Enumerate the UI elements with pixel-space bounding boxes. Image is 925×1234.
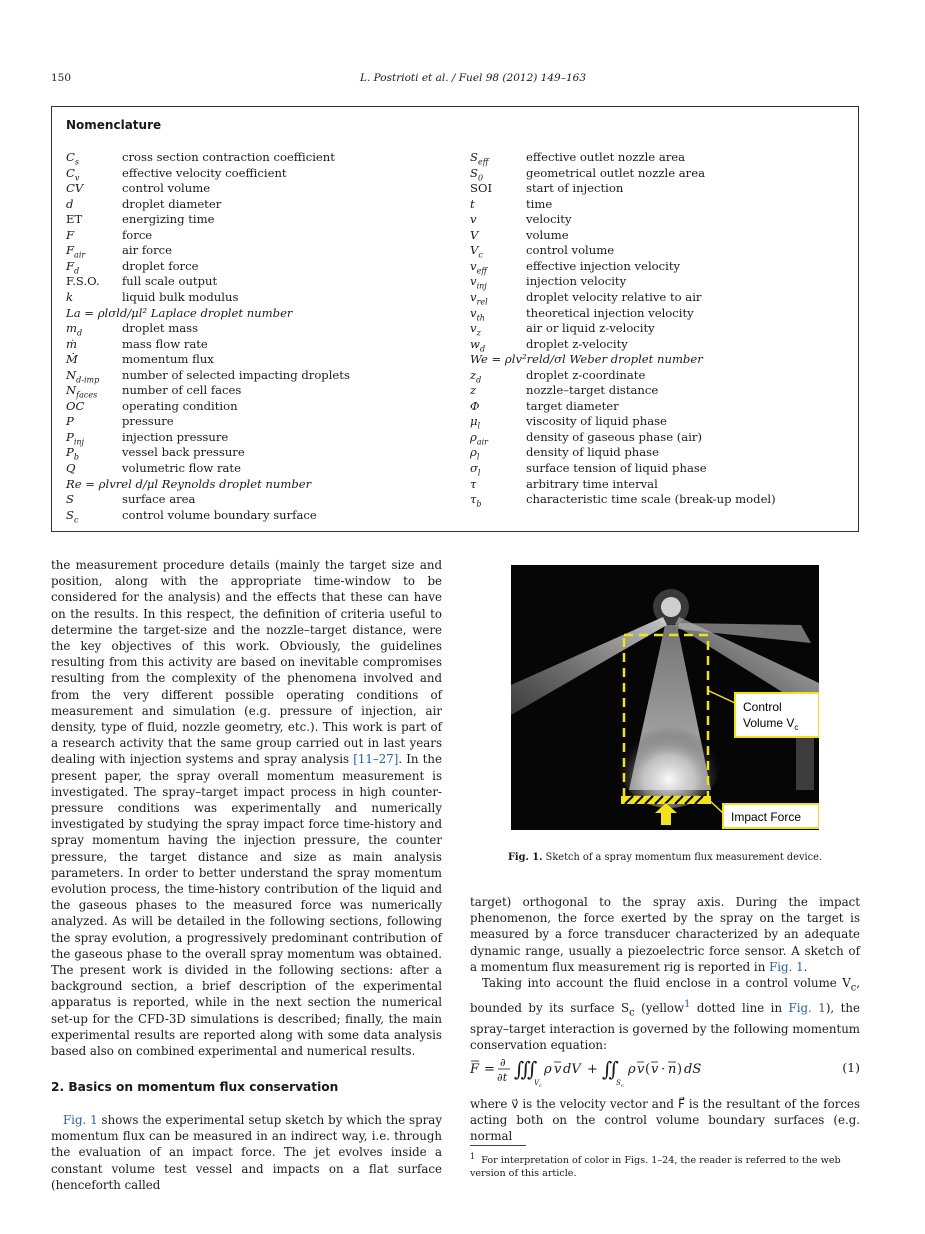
nomenclature-formula-entry: La = ρlσld/μl² Laplace droplet number (66, 305, 293, 320)
svg-text:(: ( (645, 1062, 651, 1077)
equation-graphic (470, 1054, 800, 1088)
nomenclature-symbol: $P_b$ (66, 445, 79, 462)
svg-text:·: · (661, 1062, 666, 1077)
nomenclature-symbol: OC (66, 398, 85, 413)
nomenclature-description: full scale output (122, 274, 218, 289)
nomenclature-description: surface area (122, 492, 196, 507)
page-number: 150 (51, 72, 72, 84)
nomenclature-symbol: $\mu_l$ (470, 414, 481, 431)
svg-text:n: n (668, 1062, 677, 1077)
svg-text:v: v (637, 1062, 645, 1077)
nomenclature-entry (66, 321, 456, 337)
nomenclature-description: droplet mass (122, 321, 199, 336)
footnote-marker[interactable]: 1 (684, 998, 691, 1010)
nomenclature-description: density of liquid phase (526, 445, 659, 460)
nomenclature-description: viscosity of liquid phase (526, 414, 667, 429)
figure-link[interactable]: Fig. 1 (63, 1113, 98, 1127)
volume-label: Volume $V_c$ (743, 716, 799, 732)
nomenclature-symbol: $S_0$ (470, 165, 484, 182)
nomenclature-entry (66, 399, 456, 415)
nomenclature-symbol: $V_c$ (470, 243, 483, 260)
nomenclature-description: characteristic time scale (break-up model) (526, 492, 776, 507)
nomenclature-description: force (122, 227, 153, 242)
intro-paragraph (51, 557, 442, 1059)
nomenclature-entry (470, 290, 860, 306)
nomenclature-entry (470, 430, 860, 446)
section-paragraph (51, 1112, 442, 1193)
right-text-2d: dotted line in (690, 1000, 789, 1015)
nomenclature-symbol: ET (66, 212, 83, 227)
nomenclature-entry (66, 259, 456, 275)
control-label: Control (743, 700, 782, 714)
nomenclature-entry (470, 150, 860, 166)
svg-text:∭: ∭ (514, 1057, 538, 1081)
nomenclature-description: droplet z-velocity (526, 336, 628, 351)
nomenclature-entry (470, 492, 860, 508)
nomenclature-symbol: $m_d$ (66, 321, 83, 338)
nomenclature-description: vessel back pressure (122, 445, 245, 460)
footnote-rule (470, 1145, 526, 1146)
nomenclature-symbol: S (66, 492, 74, 507)
svg-text:c: c (621, 1083, 624, 1088)
nomenclature-symbol: SOI (470, 181, 493, 196)
nomenclature-symbol: $v_{eff}$ (470, 258, 487, 276)
nomenclature-entry (66, 445, 456, 461)
nomenclature-symbol: $\rho_l$ (470, 445, 480, 462)
nomenclature-description: volumetric flow rate (122, 461, 241, 475)
right-paragraph-3 (470, 1096, 860, 1145)
nomenclature-symbol: k (66, 289, 74, 304)
nomenclature-entry (470, 321, 860, 337)
nomenclature-description: operating condition (122, 398, 238, 413)
footnote-number: 1 (470, 1152, 476, 1161)
nomenclature-entry (470, 352, 860, 368)
nomenclature-left-list (66, 150, 456, 526)
right-paragraph-1 (470, 894, 860, 975)
impact-force-label: Impact Force (731, 810, 802, 824)
svg-text:F: F (470, 1062, 480, 1077)
nomenclature-symbol: z (470, 383, 477, 398)
nomenclature-entry (66, 181, 456, 197)
svg-text:∂: ∂ (500, 1056, 506, 1069)
nomenclature-symbol: $v_z$ (470, 321, 481, 338)
nomenclature-entry (66, 337, 456, 353)
nomenclature-symbol: v (470, 212, 477, 227)
figure-link-3[interactable]: Fig. 1 (788, 1000, 826, 1015)
nomenclature-symbol: Ṁ (66, 352, 78, 367)
nomenclature-entry (470, 477, 860, 493)
nomenclature-entry (66, 212, 456, 228)
right-text-1-end: . (803, 959, 808, 974)
nomenclature-description: pressure (122, 414, 174, 429)
reference-link[interactable]: [11–27] (353, 752, 399, 767)
nomenclature-symbol: P (66, 414, 74, 429)
nomenclature-description: mass flow rate (122, 336, 208, 351)
section-heading: 2. Basics on momentum flux conservation (51, 1080, 339, 1094)
nomenclature-entry (470, 414, 860, 430)
nomenclature-symbol: F (66, 227, 75, 242)
nomenclature-description: start of injection (526, 181, 624, 196)
nomenclature-symbol: $F_d$ (66, 258, 80, 276)
nomenclature-entry (66, 150, 456, 166)
running-citation: L. Postrioti et al. / Fuel 98 (2012) 149–163 (360, 72, 587, 84)
nomenclature-description: droplet z-coordinate (526, 367, 646, 382)
caption-text: Sketch of a spray momentum flux measurement device. (542, 852, 823, 863)
section-text: shows the experimental setup sketch by which the spray momentum flux can be measured in an indirect way, i.e. through the evaluation of an impact force. The jet evolves inside a constant volume test vessel and impacts on a flat surface (henceforth called (51, 1113, 442, 1192)
nomenclature-description: effective outlet nozzle area (526, 150, 686, 164)
nomenclature-entry (470, 274, 860, 290)
right-text-2a: Taking into account the fluid enclose in a control volume V (482, 976, 851, 991)
nomenclature-formula-entry: We = ρlv²reld/σl Weber droplet number (470, 352, 703, 367)
nomenclature-symbol: $\sigma_l$ (470, 461, 481, 478)
nomenclature-symbol: $z_d$ (470, 367, 482, 384)
nomenclature-right-list (470, 150, 860, 510)
svg-text:+: + (587, 1062, 598, 1077)
nomenclature-symbol: $\rho_{air}$ (470, 429, 488, 447)
nomenclature-description: injection pressure (122, 429, 229, 444)
nomenclature-symbol: Φ (470, 398, 480, 413)
nomenclature-title: Nomenclature (66, 118, 162, 132)
nomenclature-entry (66, 197, 456, 213)
nomenclature-description: injection velocity (526, 274, 627, 289)
nomenclature-symbol: d (66, 196, 74, 211)
nomenclature-symbol: $P_{inj}$ (66, 429, 85, 447)
nomenclature-entry (470, 259, 860, 275)
nomenclature-entry (470, 368, 860, 384)
nomenclature-description: arbitrary time interval (526, 476, 658, 491)
svg-text:=: = (484, 1062, 495, 1077)
nomenclature-entry (470, 337, 860, 353)
nomenclature-entry (66, 352, 456, 368)
right-text-3: where v⃗ is the velocity vector and F⃗ is the resultant of the forces acting both on the control volume boundary surfaces (e.g. normal (470, 1097, 860, 1144)
nomenclature-description: cross section contraction coefficient (122, 150, 335, 164)
nomenclature-entry (66, 414, 456, 430)
nomenclature-entry (470, 383, 860, 399)
svg-text:c: c (539, 1083, 542, 1088)
nomenclature-entry (66, 508, 456, 524)
nomenclature-description: energizing time (122, 212, 215, 227)
footnote-text: For interpretation of color in Figs. 1–24, the reader is referred to the web version of this article. (470, 1155, 841, 1180)
intro-text-b: . In the present paper, the spray overall momentum measurement is investigated. The spray–target impact process in high counter-pressure conditions was experimentally and numerically investigated by studying the spray impact force time-history and spray momentum having the injection pressure, the counter pressure, the target distance and size as main analysis parameters. In order to better understand the spray momentum evolution process, the time-history contribution of the liquid and the gaseous phases to the measured force was numerically analyzed. As will be detailed in the following sections, following the spray evolution, a progressively predominant contribution of the gaseous phase to the overall spray momentum was obtained. The present work is divided in the following sections: after a background section, a brief description of the experimental apparatus is reported, while in the next section the numerical set-up for the CFD-3D simulations is described; finally, the main experimental results are reported along with some data analysis based also on combined experimental and numerical results. (51, 752, 442, 1059)
nomenclature-entry (66, 274, 456, 290)
nomenclature-symbol: $w_d$ (470, 336, 486, 353)
svg-text:S: S (616, 1079, 621, 1087)
nomenclature-symbol: t (470, 196, 475, 211)
nomenclature-description: effective injection velocity (526, 258, 681, 273)
nomenclature-entry (66, 368, 456, 384)
nomenclature-description: control volume (526, 243, 615, 258)
nomenclature-entry (470, 243, 860, 259)
nomenclature-entry (66, 383, 456, 399)
svg-text:ρ: ρ (628, 1062, 636, 1077)
svg-text:∂t: ∂t (497, 1071, 508, 1084)
nomenclature-entry (66, 228, 456, 244)
nomenclature-description: number of selected impacting droplets (122, 367, 350, 382)
svg-text:dS: dS (684, 1062, 702, 1077)
nomenclature-symbol: F.S.O. (66, 274, 100, 289)
spray-photo-illustration (511, 565, 819, 830)
nomenclature-description: liquid bulk modulus (122, 289, 239, 304)
nomenclature-entry (470, 306, 860, 322)
nomenclature-symbol: CV (66, 181, 84, 196)
nomenclature-symbol: $S_c$ (66, 507, 79, 524)
nomenclature-symbol: $v_{rel}$ (470, 289, 488, 307)
svg-text:ρ: ρ (544, 1062, 552, 1077)
nomenclature-symbol: $\tau_b$ (470, 492, 482, 509)
nomenclature-symbol: $v_{th}$ (470, 305, 485, 322)
nomenclature-entry (66, 290, 456, 306)
nomenclature-description: target diameter (526, 398, 619, 413)
nomenclature-symbol: $N_{d-imp}$ (66, 367, 100, 384)
right-paragraph-2 (470, 975, 860, 1053)
nomenclature-description: time (526, 196, 553, 211)
nomenclature-formula-entry: Re = ρlvrel d/μl Reynolds droplet number (66, 476, 312, 491)
footnote (470, 1150, 860, 1180)
nomenclature-description: droplet force (122, 258, 199, 273)
nomenclature-symbol: $C_v$ (66, 165, 80, 182)
nomenclature-description: density of gaseous phase (air) (526, 429, 702, 444)
momentum-equation (470, 1054, 860, 1088)
nomenclature-entry (470, 445, 860, 461)
right-text-2c: (yellow (634, 1000, 685, 1015)
nomenclature-description: momentum flux (122, 352, 214, 367)
nomenclature-symbol: $N_{faces}$ (66, 383, 98, 400)
nomenclature-entry (66, 430, 456, 446)
nomenclature-symbol: Q (66, 461, 76, 475)
nomenclature-symbol: $S_{eff}$ (470, 150, 489, 167)
nomenclature-description: velocity (526, 212, 572, 227)
svg-text:V: V (534, 1079, 540, 1087)
nomenclature-entry (470, 228, 860, 244)
svg-text:∬: ∬ (602, 1057, 620, 1081)
right-column-body (470, 894, 860, 1053)
nomenclature-symbol: τ (470, 476, 477, 491)
nomenclature-entry (66, 306, 456, 322)
nomenclature-entry (66, 461, 456, 477)
svg-text:v: v (554, 1062, 562, 1077)
nomenclature-entry (470, 197, 860, 213)
nomenclature-symbol: $v_{inj}$ (470, 274, 487, 291)
nomenclature-entry (470, 181, 860, 197)
nomenclature-symbol: V (470, 227, 479, 242)
nomenclature-description: volume (526, 227, 569, 242)
nomenclature-description: theoretical injection velocity (526, 305, 694, 320)
right-text-1: target) orthogonal to the spray axis. During the impact phenomenon, the force exerted by the spray on the target is measured by a force transducer characterized by an adequate dynamic range, usually a piezoelectric force sensor. A sketch of a momentum flux measurement rig is reported in (470, 895, 860, 974)
nomenclature-entry (66, 477, 456, 493)
nomenclature-entry (470, 399, 860, 415)
equation-number: (1) (842, 1060, 860, 1075)
nomenclature-entry (66, 243, 456, 259)
nomenclature-description: air force (122, 243, 173, 258)
nomenclature-symbol: $C_s$ (66, 150, 79, 167)
nomenclature-entry (66, 166, 456, 182)
svg-text:): ) (677, 1062, 683, 1077)
nomenclature-description: droplet diameter (122, 196, 222, 211)
right-text-2b: , bounded by its surface S (470, 976, 860, 1015)
nomenclature-entry (470, 461, 860, 477)
caption-label: Fig. 1. (507, 852, 543, 863)
spray-figure (511, 565, 819, 830)
figure-link-2[interactable]: Fig. 1 (769, 959, 804, 974)
nomenclature-description: effective velocity coefficient (122, 165, 287, 180)
nomenclature-description: droplet velocity relative to air (526, 289, 702, 304)
nomenclature-description: surface tension of liquid phase (526, 461, 707, 475)
nomenclature-entry (470, 166, 860, 182)
sc-subscript: c (629, 1006, 635, 1018)
nomenclature-description: control volume boundary surface (122, 507, 317, 522)
nomenclature-symbol: $F_{air}$ (66, 243, 86, 260)
nomenclature-description: geometrical outlet nozzle area (526, 165, 705, 180)
nomenclature-description: air or liquid z-velocity (526, 321, 655, 336)
vc-subscript: c (850, 982, 857, 994)
svg-text:dV: dV (563, 1062, 581, 1077)
nomenclature-symbol: ṁ (66, 336, 77, 351)
nomenclature-description: control volume (122, 181, 211, 196)
svg-text:v: v (651, 1062, 659, 1077)
right-text-2e: ), the spray–target interaction is governed by the following momentum conservation equation: (470, 1000, 861, 1053)
figure-caption (470, 852, 860, 863)
nomenclature-entry (66, 492, 456, 508)
nomenclature-description: nozzle–target distance (526, 383, 659, 398)
intro-text-a: the measurement procedure details (mainly the target size and position, along with the appropriate time-window to be considered for the analysis) and the effects that these can have on the results. In this respect, the definition of criteria useful to determine the target-size and the nozzle–target distance, were the key objectives of this work. Obviously, the guidelines resulting from this activity are based on inevitable compromises resulting from the complexity of the phenomena involved and from the very different possible operating conditions of measurement and simulation (e.g. pressure of injection, air density, type of fluid, nozzle geometry, etc.). This work is part of a research activity that the same group carried out in last years dealing with injection systems and spray analysis (51, 558, 442, 767)
nomenclature-entry (470, 212, 860, 228)
left-column-body (51, 557, 442, 1059)
nomenclature-description: number of cell faces (122, 383, 242, 398)
